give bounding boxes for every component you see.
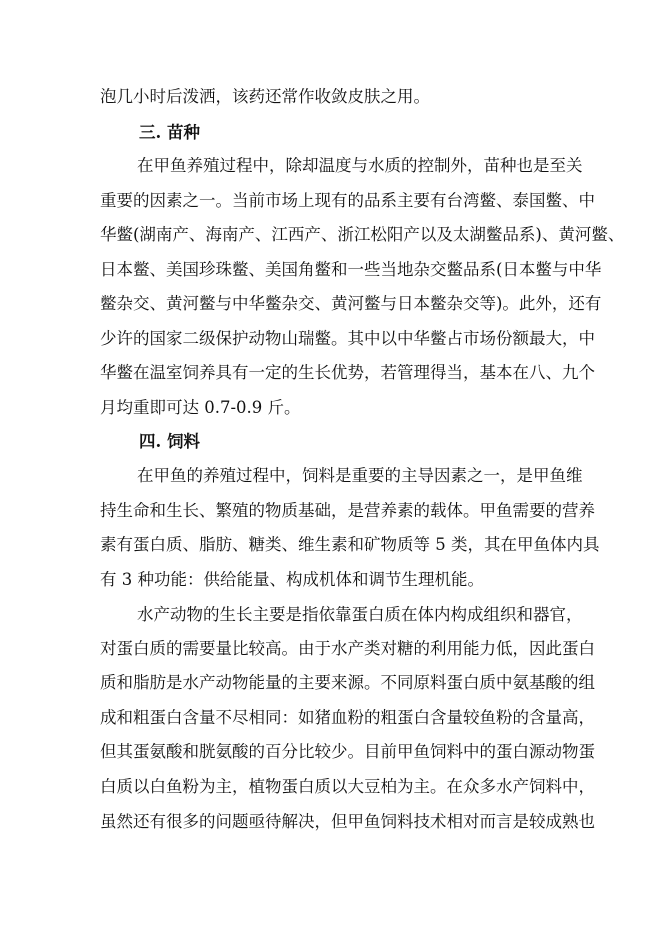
paragraph-line: 白质以白鱼粉为主，植物蛋白质以大豆柏为主。在众多水产饲料中， [100,777,595,796]
paragraph-line: 在甲鱼养殖过程中，除却温度与水质的控制外，苗种也是至关 [137,156,583,175]
section-heading-seedlings: 三. 苗种 [139,123,200,142]
paragraph-line: 水产动物的生长主要是指依靠蛋白质在体内构成组织和器官， [137,605,583,624]
section-heading-feed: 四. 饲料 [139,432,200,451]
paragraph-line: 虽然还有很多的问题亟待解决，但甲鱼饲料技术相对而言是较成熟也 [100,812,595,831]
paragraph-line: 少许的国家二级保护动物山瑞鳖。其中以中华鳖占市场份额最大，中 [100,329,595,348]
paragraph-line: 重要的因素之一。当前市场上现有的品系主要有台湾鳖、泰国鳖、中 [100,191,595,210]
paragraph-line: 华鳖(湖南产、海南产、江西产、浙江松阳产以及太湖鳖品系)、黄河鳖、 [100,225,625,244]
paragraph-line: 持生命和生长、繁殖的物质基础，是营养素的载体。甲鱼需要的营养 [100,501,595,520]
paragraph-line: 对蛋白质的需要量比较高。由于水产类对糖的利用能力低，因此蛋白 [100,639,595,658]
paragraph-line: 但其蛋氨酸和胱氨酸的百分比较少。目前甲鱼饲料中的蛋白源动物蛋 [100,742,595,761]
paragraph-line: 华鳖在温室饲养具有一定的生长优势，若管理得当，基本在八、九个 [100,363,595,382]
paragraph-line: 月均重即可达 0.7-0.9 斤。 [100,398,301,417]
paragraph-line: 成和粗蛋白含量不尽相同：如猪血粉的粗蛋白含量较鱼粉的含量高， [100,708,595,727]
paragraph-line: 鳖杂交、黄河鳖与中华鳖杂交、黄河鳖与日本鳖杂交等)。此外，还有 [100,294,602,313]
paragraph-line: 质和脂肪是水产动物能量的主要来源。不同原料蛋白质中氨基酸的组 [100,673,595,692]
paragraph-line: 在甲鱼的养殖过程中，饲料是重要的主导因素之一，是甲鱼维 [137,466,583,485]
paragraph-line: 素有蛋白质、脂肪、糖类、维生素和矿物质等 5 类，其在甲鱼体内具 [100,535,600,554]
paragraph-line: 日本鳖、美国珍珠鳖、美国角鳖和一些当地杂交鳖品系(日本鳖与中华 [100,260,602,279]
paragraph-line: 有 3 种功能：供给能量、构成机体和调节生理机能。 [100,570,484,589]
text-line: 泡几小时后泼洒，该药还常作收敛皮肤之用。 [100,87,430,106]
